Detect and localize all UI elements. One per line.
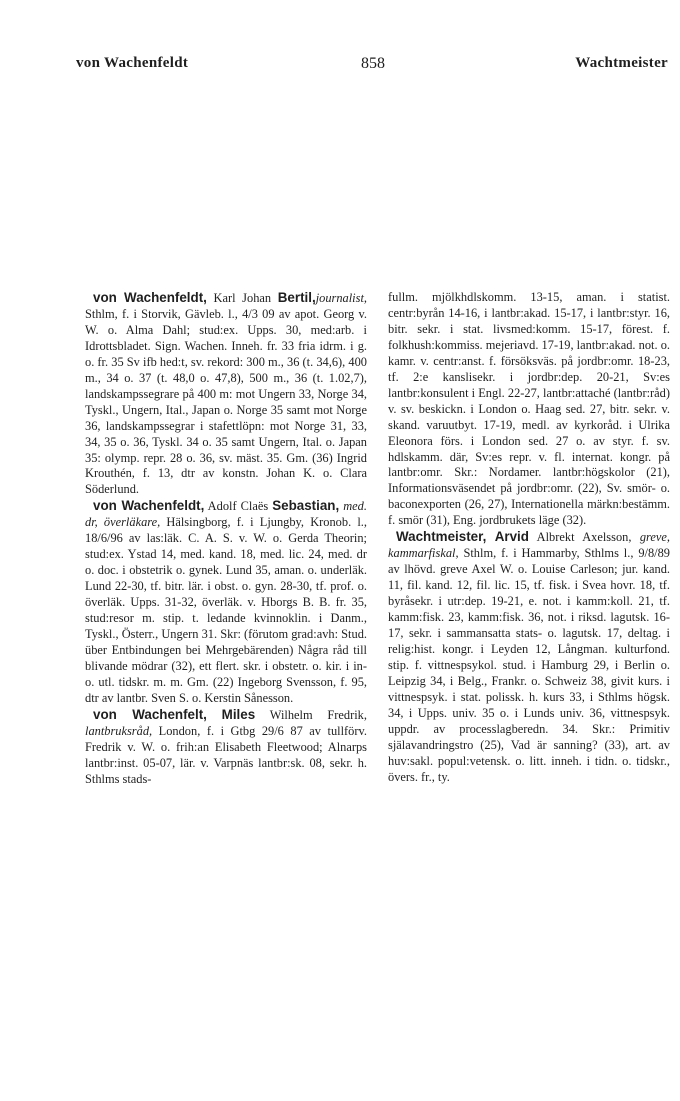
entry-body: Sthlm, f. i Storvik, Gävleb. l., 4/3 09 av apot. Georg v. W. o. Alma Dahl; stud:ex. Upps. 30, med:arb. i Idrottsbladet. Sign. Wachen. Inneh. fr. 33 fria idrm. i g. o. fr. 35 Sv ifb hed:t, sv. rekord: 300 m., 36 (t. 34,6), 400 m., 34 o. 37 (t. 48,0 o. 47,8), 500 m., 36 (t. 1.02,7), landskampssegrare på 400 m: mot Ungern 33, Norge 34, Tyskl., Ungern, Ital., Japan o. Norge 35 samt mot Norge 36, landskampssegrar i stafettlöpn: mot Norge 31, 33, 34, 35 o. 36, Tyskl. 34 o. 35 samt Ungern, Ital. o. Japan 35: olymp. repr. 28 o. 36, sv. mäst. 35. Gm. (36) Ingrid Krouthén, f. 13, dtr av konstn. Johan K. o. Clara Söderlund. [85, 306, 367, 497]
entry-given-names: Wilhelm Fredrik, [269, 707, 367, 722]
right-column [388, 290, 670, 786]
entry-given-bold: Arvid [494, 529, 529, 545]
entry-occupation: greve, kammarfiskal, [388, 530, 670, 561]
entry-adolf-claes-sebastian [85, 498, 367, 706]
entry-given-names: Karl Johan [213, 291, 272, 305]
entry-given-bold: Sebastian, [272, 498, 340, 514]
entry-body: Hälsingborg, f. i Ljungby, Kronob. l., 18/6/96 av las:läk. C. A. S. v. W. o. Gerda Theorin; stud:ex. Ystad 14, med. kand. 18, med. lic. 24, med. dr o. doc. i obstetrik o. gynek. Lund 35, aman. o. underläk. Lund 22-30, tf. bitr. lär. i obst. o. gyn. 28-30, tf. prof. o. överläk. Upps. 31-32, överläk. v. Hborgs B. B. fr. 35, stud:resor m. stip. t. ledande kvinnoklin. i Danm., Tyskl., Österr., Ungern 31. Skr: (förutom grad:avh: Stud. über Entbindungen bei Mehrgebärenden) Några råd till blivande mödrar (32), ett flert. skr. i obstetr. o. kir. i in- o. utl. tidskr. m. m. Gm. (22) Ingeborg Svensson, f. 95, dtr av lantbr. Sven S. o. Kerstin Sånesson. [85, 515, 367, 705]
entry-headword: von Wachenfeldt, [93, 290, 207, 305]
entry-given-names: Albrekt Axelsson, [536, 530, 632, 545]
entry-headword: von Wachenfeldt, [93, 498, 205, 514]
entry-occupation: journalist, [315, 291, 367, 305]
entry-karl-johan-bertil [85, 290, 367, 498]
entry-body: Sthlm, f. i Hammarby, Sthlms l., 9/8/89 av lhövd. greve Axel W. o. Louise Carleson; jur. kand. 11, fil. kand. 12, fil. lic. 15, tf. fisk. i Svea hovr. 18, tf. byråsekr. i utr:dep. 19-21, e. not. i kamm:koll. 21, tf. kamm:fisk. 23, kamm:fisk. 36, not. i riksd. lagutsk. 16-17, sekr. i sammansatta stats- o. lagutsk. 17, deltag. i relig:hist. kongr. i Leyden 12, Långman. kulturfond. stip. f. vittnespsykol. stud. i Hamburg 29, i Berlin o. Leipzig 34, i Belg., Frankr. o. Schweiz 38, givit kurs. i vittnespsyk. i stat. polissk. h. kurs 33, i Sthlms högsk. 34, i Upps. univ. 35 o. i Lunds univ. 36, vittnespsyk. uppdr. av processlagberedn. 34. Skr.: Primitiv själavandringstro (25), Vad är sanning? (33), art. av huv:sakl. popul:vetensk. o. litt. inneh. i tidn. o. tidskr., övers. fr., ty. [388, 546, 670, 784]
entry-arvid-albrekt [388, 529, 670, 785]
entry-given-bold: Bertil, [277, 290, 316, 305]
entry-miles-continuation [388, 290, 670, 529]
page-number: 858 [361, 55, 385, 72]
entry-occupation: lantbruksråd, [85, 723, 153, 738]
entry-body: fullm. mjölkhdlskomm. 13-15, aman. i statist. centr:byrån 14-16, i lantbr:akad. 15-17, i lantbr:styr. 16, bitr. sekr. i stat. livsmed:komm. 15-17, förest. f. folkhush:kommiss. mejeriavd. 17-19, lantbr:akad. not. o. kamr. v. centr:anst. f. försöksväs. på jordbr:omr. 18-23, tf. 2:e kanslisekr. i jordbr:dep. 20-21, Sv:es lantbr:konsulent i Engl. 22-27, lantbr:attaché (lantbr:råd) v. sv. beskickn. i London o. Haag sed. 27, bitr. sekr. v. skand. varuutbyt. 17-19, medl. av kyrkoråd. i Ulrika Eleonora förs. i London sed. 27 o. av styr. f. sv. hdlskamm. där, Sv:es repr. v. fl. internat. kongr. på lantbr:omr. Skr.: Nordamer. lantbr:högskolor (21), Informationsväsendet på jordbr:omr. (22), Sv. smör- o. baconexporten (26, 27), Internationella märkn:bestämm. f. smör (31), Eng. jordbrukets läge (32). [388, 290, 670, 528]
entry-given-names: Adolf Claës [207, 499, 269, 514]
running-head [76, 55, 668, 77]
entry-headword: Wachtmeister, [396, 529, 487, 545]
entry-miles-wilhelm-fredrik [85, 707, 367, 788]
left-column [85, 290, 367, 788]
entry-headword: von Wachenfelt, [93, 706, 207, 722]
entry-given-bold: Miles [221, 706, 256, 722]
entry-occupation: med. dr, överläkare, [85, 499, 367, 530]
running-head-right: Wachtmeister [575, 55, 668, 71]
running-head-left: von Wachenfeldt [76, 55, 189, 71]
entry-body: London, f. i Gtbg 29/6 87 av tullförv. Fredrik v. W. o. frih:an Elisabeth Fleetwood; Alnarps lantbr:inst. 05-07, lär. v. Varpnäs lantbr:sk. 08, sekr. h. Sthlms stads- [85, 723, 367, 786]
